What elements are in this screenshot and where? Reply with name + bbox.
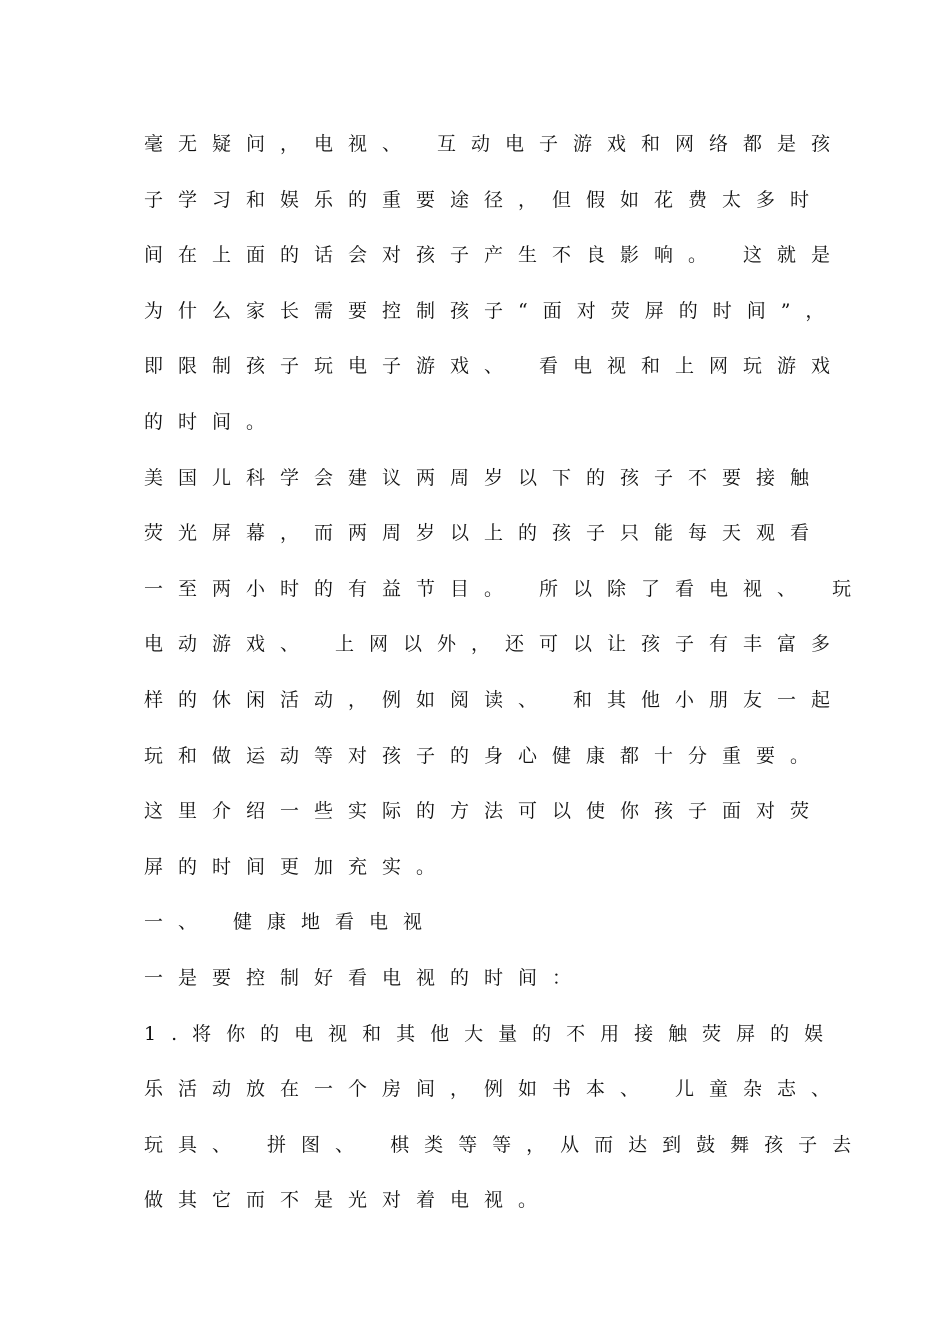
section-heading: 一、 健康地看电视 bbox=[144, 911, 438, 934]
subsection-heading: 一是要控制好看电视的时间： bbox=[144, 966, 587, 989]
paragraph-line: 即限制孩子玩电子游戏、 看电视和上网玩游戏 bbox=[144, 355, 846, 378]
list-item-line: 玩具、 拼图、 棋类等等，从而达到鼓舞孩子去 bbox=[144, 1133, 867, 1156]
paragraph-line: 子学习和娱乐的重要途径，但假如花费太多时 bbox=[144, 188, 825, 211]
paragraph-line: 样的休闲活动，例如阅读、 和其他小朋友一起 bbox=[144, 688, 846, 711]
paragraph-line: 一至两小时的有益节目。 所以除了看电视、 玩 bbox=[144, 577, 867, 600]
paragraph-line: 间在上面的话会对孩子产生不良影响。 这就是 bbox=[144, 244, 846, 267]
paragraph-line: 荧光屏幕，而两周岁以上的孩子只能每天观看 bbox=[144, 522, 825, 545]
paragraph-line: 电动游戏、 上网以外，还可以让孩子有丰富多 bbox=[144, 633, 846, 656]
body-text bbox=[144, 117, 867, 1229]
paragraph-line: 的时间。 bbox=[144, 410, 281, 433]
paragraph-line: 玩和做运动等对孩子的身心健康都十分重要。 bbox=[144, 744, 825, 767]
list-item-line: 做其它而不是光对着电视。 bbox=[144, 1189, 553, 1212]
list-item-line: 乐活动放在一个房间，例如书本、 儿童杂志、 bbox=[144, 1078, 846, 1101]
paragraph-line: 美国儿科学会建议两周岁以下的孩子不要接触 bbox=[144, 466, 825, 489]
list-item-line: 1.将你的电视和其他大量的不用接触荧屏的娱 bbox=[144, 1022, 839, 1045]
paragraph-line: 屏的时间更加充实。 bbox=[144, 855, 451, 878]
paragraph-line: 毫无疑问，电视、 互动电子游戏和网络都是孩 bbox=[144, 133, 846, 155]
paragraph-line: 为什么家长需要控制孩子“面对荧屏的时间”， bbox=[144, 299, 840, 322]
paragraph-line: 这里介绍一些实际的方法可以使你孩子面对荧 bbox=[144, 800, 825, 823]
